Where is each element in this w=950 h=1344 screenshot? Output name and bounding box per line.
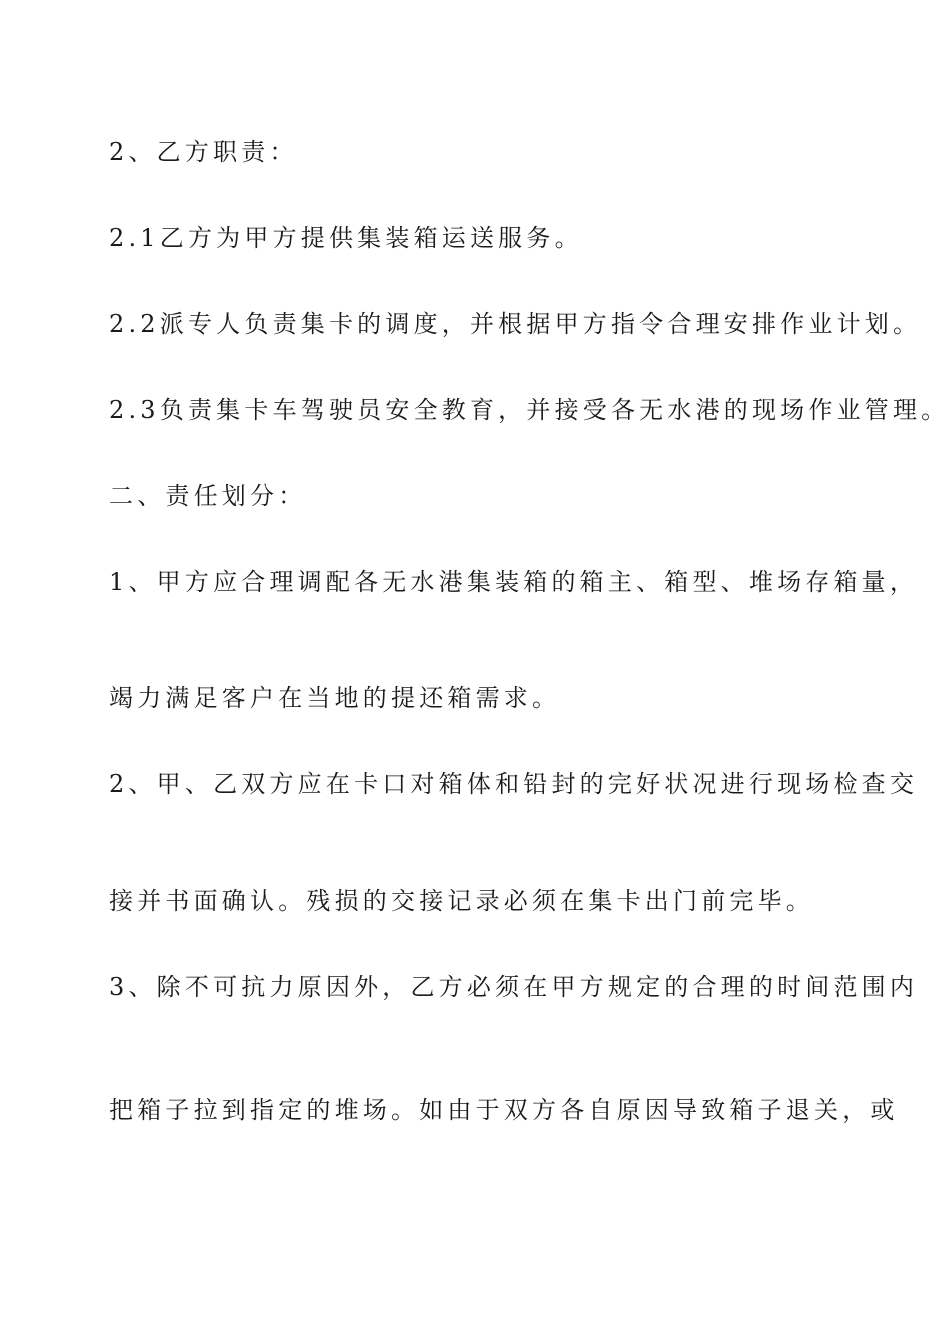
- section-heading-party-b-duties: 2、乙方职责：: [109, 138, 298, 166]
- clause-2-1: 2.1乙方为甲方提供集装箱运送服务。: [109, 224, 583, 252]
- liability-clause-3-line-2: 把箱子拉到指定的堆场。如由于双方各自原因导致箱子退关，或: [109, 1096, 899, 1124]
- clause-2-2: 2.2派专人负责集卡的调度，并根据甲方指令合理安排作业计划。: [109, 310, 922, 338]
- clause-2-3: 2.3负责集卡车驾驶员安全教育，并接受各无水港的现场作业管理。: [109, 396, 950, 424]
- liability-clause-2-line-1: 2、甲、乙双方应在卡口对箱体和铅封的完好状况进行现场检查交: [109, 770, 919, 798]
- liability-clause-2-line-2: 接并书面确认。残损的交接记录必须在集卡出门前完毕。: [109, 887, 814, 915]
- liability-clause-1-line-2: 竭力满足客户在当地的提还箱需求。: [109, 684, 561, 712]
- liability-clause-1-line-1: 1、甲方应合理调配各无水港集装箱的箱主、箱型、堆场存箱量，: [109, 568, 919, 596]
- section-heading-liability: 二、责任划分：: [109, 482, 307, 510]
- liability-clause-3-line-1: 3、除不可抗力原因外，乙方必须在甲方规定的合理的时间范围内: [109, 973, 919, 1001]
